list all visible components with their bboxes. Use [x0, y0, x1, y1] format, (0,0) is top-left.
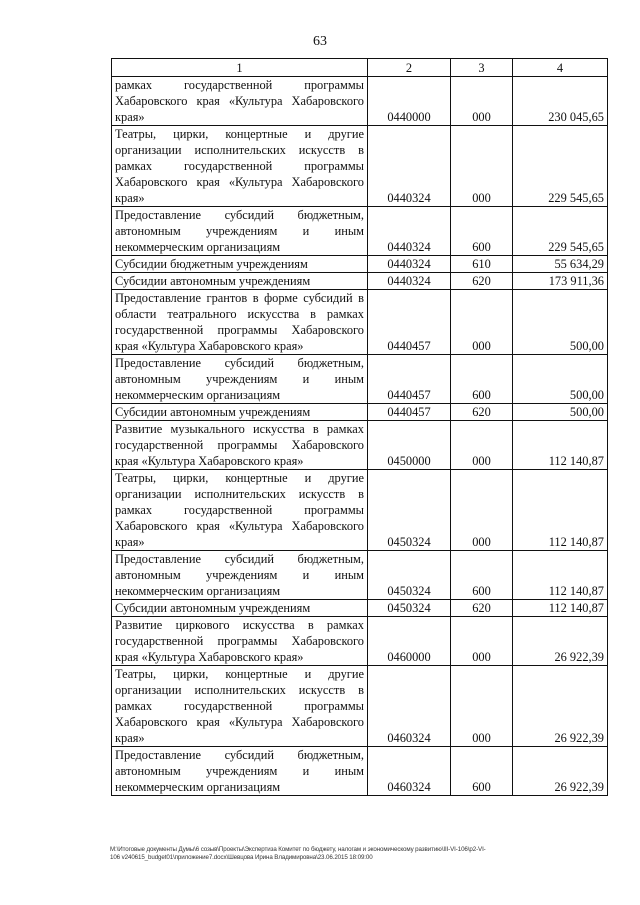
row-vr-cell: 610: [451, 256, 513, 273]
row-vr-cell: 600: [451, 355, 513, 404]
row-vr-cell: 000: [451, 666, 513, 747]
table-row: [112, 126, 608, 207]
row-sum-cell: 230 045,65: [513, 77, 608, 126]
row-code-cell: 0440457: [368, 355, 451, 404]
row-code-cell: 0450324: [368, 551, 451, 600]
row-sum-cell: 112 140,87: [513, 470, 608, 551]
row-name-cell: Субсидии автономным учреждениям: [112, 404, 368, 421]
row-sum-cell: 55 634,29: [513, 256, 608, 273]
row-code-cell: 0440324: [368, 207, 451, 256]
row-name-cell: Предоставление субсидий бюджетным, автономным учреждениям и иным некоммерческим организациям: [112, 551, 368, 600]
row-sum-cell: 173 911,36: [513, 273, 608, 290]
row-code-cell: 0450000: [368, 421, 451, 470]
row-code-cell: 0440324: [368, 273, 451, 290]
row-vr-cell: 600: [451, 747, 513, 796]
table-row: [112, 77, 608, 126]
row-code-cell: 0440000: [368, 77, 451, 126]
footer-path-line-2: 106 v240615_budget01\приложение7.docx\Шевцова Ирина Владимировна\23.06.2015 18:09:00: [110, 854, 373, 861]
row-code-cell: 0460324: [368, 666, 451, 747]
row-code-cell: 0440324: [368, 256, 451, 273]
row-sum-cell: 500,00: [513, 290, 608, 355]
row-code-cell: 0450324: [368, 470, 451, 551]
row-code-cell: 0460324: [368, 747, 451, 796]
column-header-code: 2: [368, 59, 451, 77]
row-vr-cell: 000: [451, 77, 513, 126]
row-name-cell: Театры, цирки, концертные и другие организации исполнительских искусств в рамках государственной программы Хабаровского края «Культура Хабаровского края»: [112, 470, 368, 551]
row-name-cell: Субсидии автономным учреждениям: [112, 600, 368, 617]
row-sum-cell: 26 922,39: [513, 747, 608, 796]
budget-table: [111, 58, 608, 796]
row-name-cell: Субсидии автономным учреждениям: [112, 273, 368, 290]
table-row: [112, 470, 608, 551]
row-sum-cell: 229 545,65: [513, 126, 608, 207]
column-header-vr: 3: [451, 59, 513, 77]
row-vr-cell: 000: [451, 470, 513, 551]
row-vr-cell: 600: [451, 207, 513, 256]
table-row: [112, 600, 608, 617]
table-row: [112, 617, 608, 666]
row-name-cell: Театры, цирки, концертные и другие организации исполнительских искусств в рамках государственной программы Хабаровского края «Культура Хабаровского края»: [112, 126, 368, 207]
row-vr-cell: 620: [451, 273, 513, 290]
row-name-cell: рамках государственной программы Хабаровского края «Культура Хабаровского края»: [112, 77, 368, 126]
table-row: [112, 273, 608, 290]
table-row: [112, 207, 608, 256]
row-vr-cell: 000: [451, 290, 513, 355]
table-row: [112, 404, 608, 421]
table-row: [112, 747, 608, 796]
table-body: [112, 77, 608, 796]
table-row: [112, 551, 608, 600]
row-code-cell: 0440457: [368, 404, 451, 421]
table-row: [112, 666, 608, 747]
row-name-cell: Предоставление субсидий бюджетным, автономным учреждениям и иным некоммерческим организациям: [112, 355, 368, 404]
row-sum-cell: 500,00: [513, 404, 608, 421]
column-header-name: 1: [112, 59, 368, 77]
column-header-sum: 4: [513, 59, 608, 77]
row-vr-cell: 620: [451, 404, 513, 421]
row-name-cell: Предоставление субсидий бюджетным, автономным учреждениям и иным некоммерческим организациям: [112, 207, 368, 256]
row-vr-cell: 000: [451, 126, 513, 207]
row-sum-cell: 112 140,87: [513, 600, 608, 617]
row-name-cell: Развитие музыкального искусства в рамках государственной программы Хабаровского края «Культура Хабаровского края»: [112, 421, 368, 470]
row-sum-cell: 229 545,65: [513, 207, 608, 256]
table-row: [112, 256, 608, 273]
row-code-cell: 0440324: [368, 126, 451, 207]
row-code-cell: 0440457: [368, 290, 451, 355]
row-vr-cell: 620: [451, 600, 513, 617]
row-vr-cell: 000: [451, 617, 513, 666]
row-sum-cell: 112 140,87: [513, 551, 608, 600]
table-row: [112, 421, 608, 470]
row-code-cell: 0460000: [368, 617, 451, 666]
row-sum-cell: 112 140,87: [513, 421, 608, 470]
row-name-cell: Развитие циркового искусства в рамках государственной программы Хабаровского края «Культура Хабаровского края»: [112, 617, 368, 666]
row-sum-cell: 26 922,39: [513, 617, 608, 666]
document-path-footer: [110, 846, 625, 862]
row-code-cell: 0450324: [368, 600, 451, 617]
row-name-cell: Субсидии бюджетным учреждениям: [112, 256, 368, 273]
row-vr-cell: 000: [451, 421, 513, 470]
row-name-cell: Театры, цирки, концертные и другие организации исполнительских искусств в рамках государственной программы Хабаровского края «Культура Хабаровского края»: [112, 666, 368, 747]
page-number: 63: [313, 34, 327, 49]
table-header-row: [112, 59, 608, 77]
table-row: [112, 355, 608, 404]
row-name-cell: Предоставление субсидий бюджетным, автономным учреждениям и иным некоммерческим организациям: [112, 747, 368, 796]
table-row: [112, 290, 608, 355]
row-sum-cell: 500,00: [513, 355, 608, 404]
row-name-cell: Предоставление грантов в форме субсидий в области театрального искусства в рамках государственной программы Хабаровского края «Культура Хабаровского края»: [112, 290, 368, 355]
footer-path-line-1: M:\Итоговые документы Думы\6 созыв\Проекты\Экспертиза Комитет по бюджету, налогам и экономическому развитию\III-VI-106\p2-VI-: [110, 846, 486, 853]
row-sum-cell: 26 922,39: [513, 666, 608, 747]
row-vr-cell: 600: [451, 551, 513, 600]
